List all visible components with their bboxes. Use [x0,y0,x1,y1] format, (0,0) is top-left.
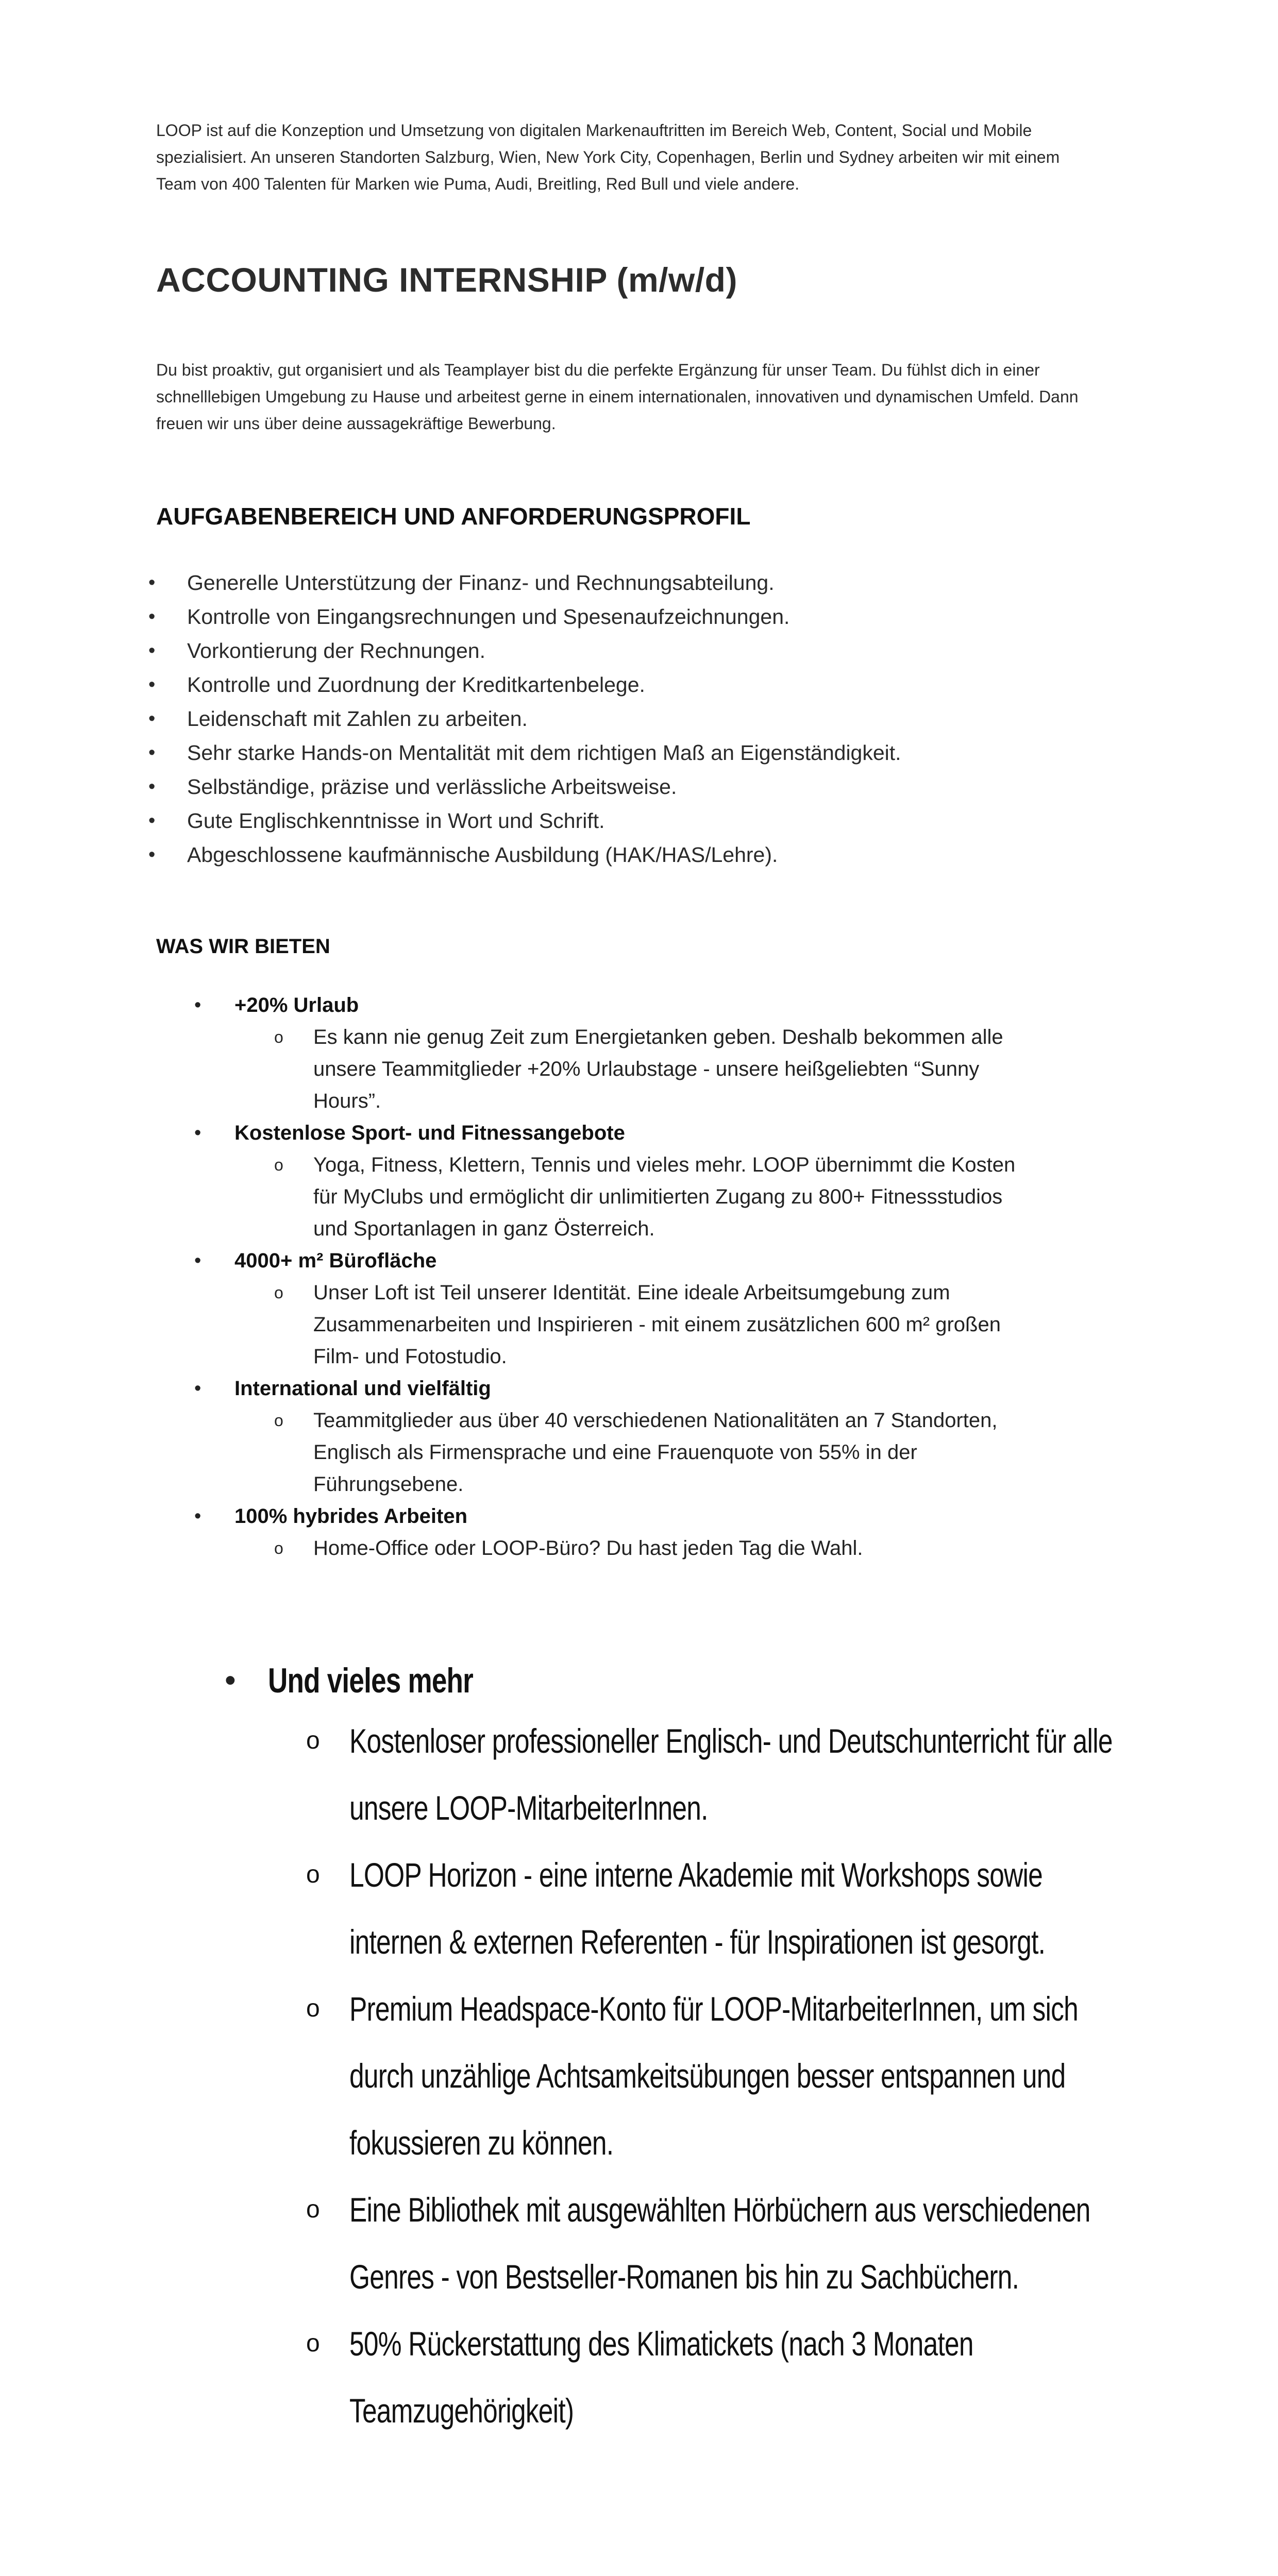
tasks-list [148,566,1135,872]
bullet-icon: • [148,674,156,696]
more-benefit [225,2310,1122,2444]
circle-bullet-icon: o [306,1995,320,2022]
offer-title: Kostenlose Sport- und Fitnessangebote [234,1122,625,1144]
circle-bullet-icon: o [274,1411,283,1430]
circle-bullet-icon: o [274,1283,283,1302]
company-intro: LOOP ist auf die Konzeption und Umsetzung von digitalen Markenauftritten im Bereich Web, Content, Social und Mobile spezialisiert. An unseren Standorten Salzburg, Wien, New York City, Copenhagen, Berlin und Sydney arbeiten wir mit einem Team von 400 Talenten für Marken wie Puma, Audi, Breitling, Red Bull und viele andere. [156,121,1060,193]
task-item [148,600,1135,634]
task-text: Sehr starke Hands-on Mentalität mit dem richtigen Maß an Eigenständigkeit. [187,741,901,765]
task-text: Vorkontierung der Rechnungen. [187,639,485,663]
tasks-heading: AUFGABENBEREICH UND ANFORDERUNGSPROFIL [156,503,751,530]
offer-details [234,1021,1103,1117]
more-benefits-title: Und vieles mehr [268,1661,474,1700]
offer-item [196,1500,1103,1564]
bullet-icon: • [194,994,201,1016]
task-text: Gute Englischkenntnisse in Wort und Schrift. [187,809,605,833]
offer-detail [234,1404,1024,1500]
bullet-icon: • [194,1378,201,1399]
circle-bullet-icon: o [306,1861,320,1888]
offer-detail [234,1021,1024,1117]
offer-details [234,1532,1103,1564]
bullet-icon: • [148,572,156,594]
offer-title: International und vielfältig [234,1377,491,1400]
offers-list [196,989,1103,1564]
offer-details [234,1149,1103,1245]
circle-bullet-icon: o [306,2330,320,2357]
offer-detail-text: Yoga, Fitness, Klettern, Tennis und vieles mehr. LOOP übernimmt die Kosten für MyClubs und ermöglicht dir unlimitierten Zugang zu 800+ Fitnessstudios und Sportanlagen in ganz Österreich. [313,1154,1016,1240]
more-benefits-list [225,1654,1152,2444]
more-benefit-text: LOOP Horizon - eine interne Akademie mit Workshops sowie internen & externen Referenten - für Inspirationen ist gesorgt. [349,1856,1046,1961]
circle-bullet-icon: o [274,1156,283,1174]
bullet-icon: • [194,1250,201,1272]
offer-detail-text: Es kann nie genug Zeit zum Energietanken geben. Deshalb bekommen alle unsere Teammitglieder +20% Urlaubstage - unsere heißgeliebten “Sunny Hours”. [313,1026,1003,1112]
offer-details [234,1404,1103,1500]
circle-bullet-icon: o [306,2196,320,2223]
task-item [148,566,1135,600]
more-benefit [225,1707,1122,1841]
task-item [148,804,1135,838]
task-item [148,668,1135,702]
offer-item [196,989,1103,1117]
more-benefit-text: Eine Bibliothek mit ausgewählten Hörbüchern aus verschiedenen Genres - von Bestseller-Romanen bis hin zu Sachbüchern. [349,2191,1090,2296]
task-item [148,770,1135,804]
bullet-icon: • [225,1663,236,1698]
task-text: Selbständige, präzise und verlässliche Arbeitsweise. [187,775,677,799]
bullet-icon: • [148,810,156,832]
more-benefits-header [225,1654,1152,1707]
more-benefit-text: 50% Rückerstattung des Klimatickets (nach 3 Monaten Teamzugehörigkeit) [349,2325,973,2430]
offer-item [196,1245,1103,1372]
more-benefit-text: Kostenloser professioneller Englisch- und Deutschunterricht für alle unsere LOOP-MitarbeiterInnen. [349,1722,1113,1827]
circle-bullet-icon: o [274,1028,283,1046]
bullet-icon: • [194,1505,201,1527]
offer-item [196,1372,1103,1500]
bullet-icon: • [148,776,156,798]
offers-heading: WAS WIR BIETEN [156,935,330,958]
circle-bullet-icon: o [274,1539,283,1557]
task-text: Kontrolle und Zuordnung der Kreditkartenbelege. [187,673,645,697]
bullet-icon: • [148,708,156,730]
task-item [148,634,1135,668]
offer-title: 4000+ m² Bürofläche [234,1249,437,1272]
task-text: Leidenschaft mit Zahlen zu arbeiten. [187,707,528,731]
offer-details [234,1277,1103,1372]
bullet-icon: • [148,742,156,764]
task-text: Kontrolle von Eingangsrechnungen und Spesenaufzeichnungen. [187,605,790,629]
offer-item [196,1117,1103,1245]
offer-title: 100% hybrides Arbeiten [234,1505,468,1528]
page-title: ACCOUNTING INTERNSHIP (m/w/d) [156,261,737,299]
bullet-icon: • [194,1122,201,1144]
lead-paragraph: Du bist proaktiv, gut organisiert und als Teamplayer bist du die perfekte Ergänzung für unser Team. Du fühlst dich in einer schnelllebigen Umgebung zu Hause und arbeitest gerne in einem internationalen, innovativen und dynamischen Umfeld. Dann freuen wir uns über deine aussagekräftige Bewerbung. [156,361,1079,433]
bullet-icon: • [148,606,156,628]
more-benefits-details [225,1707,1152,2444]
more-benefit [225,2176,1122,2310]
task-text: Abgeschlossene kaufmännische Ausbildung (HAK/HAS/Lehre). [187,843,778,867]
more-benefits-item [225,1654,1152,2444]
offer-detail [234,1277,1024,1372]
offer-detail-text: Home-Office oder LOOP-Büro? Du hast jeden Tag die Wahl. [313,1537,863,1560]
task-item [148,838,1135,872]
more-benefit [225,1841,1122,1975]
bullet-icon: • [148,844,156,866]
offer-detail-text: Teammitglieder aus über 40 verschiedenen Nationalitäten an 7 Standorten, Englisch als Firmensprache und eine Frauenquote von 55% in der Führungsebene. [313,1409,998,1496]
more-benefit-text: Premium Headspace-Konto für LOOP-MitarbeiterInnen, um sich durch unzählige Achtsamkeitsübungen besser entspannen und fokussieren zu können. [349,1990,1078,2162]
offer-detail [234,1532,1024,1564]
task-item [148,702,1135,736]
offer-title: +20% Urlaub [234,994,359,1016]
bullet-icon: • [148,640,156,662]
task-text: Generelle Unterstützung der Finanz- und Rechnungsabteilung. [187,571,775,595]
offer-detail-text: Unser Loft ist Teil unserer Identität. Eine ideale Arbeitsumgebung zum Zusammenarbeiten und Inspirieren - mit einem zusätzlichen 600 m² großen Film- und Fotostudio. [313,1281,1001,1368]
more-benefit [225,1975,1122,2176]
offer-detail [234,1149,1024,1245]
task-item [148,736,1135,770]
circle-bullet-icon: o [306,1727,320,1754]
